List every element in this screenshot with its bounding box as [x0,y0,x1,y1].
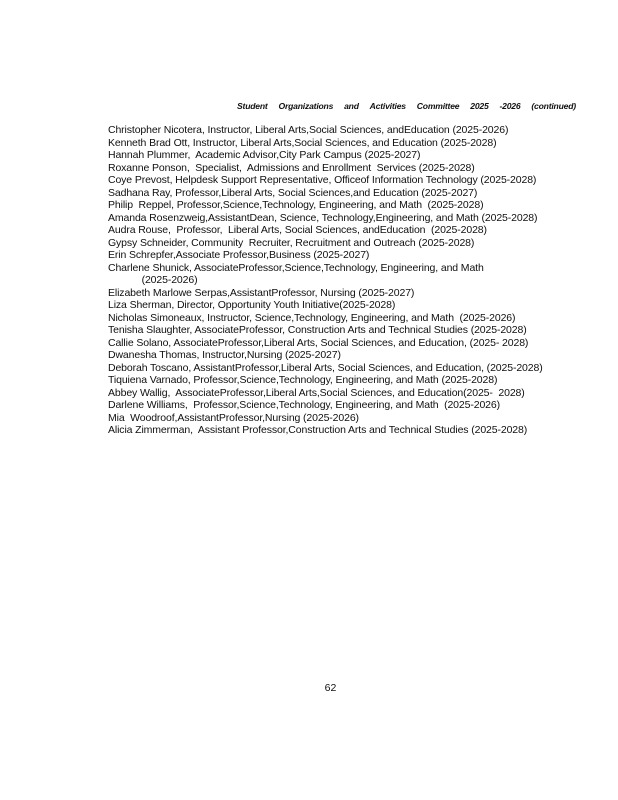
running-header-word: Student [237,101,268,111]
running-header [237,101,576,111]
running-header-word: and [344,101,359,111]
committee-member-line: Elizabeth Marlowe Serpas,AssistantProfessor, Nursing (2025-2027) [108,286,415,299]
running-header-word: -2026 [499,101,521,111]
committee-member-line: Sadhana Ray, Professor,Liberal Arts, Social Sciences,and Education (2025-2027) [108,186,478,199]
committee-member-line: Dwanesha Thomas, Instructor,Nursing (2025-2027) [108,349,341,361]
running-header-word: 2025 [470,101,489,111]
committee-member-line: Nicholas Simoneaux, Instructor, Science,Technology, Engineering, and Math (2025-2026) [108,311,516,324]
committee-member-line: Liza Sherman, Director, Opportunity Youth Initiative(2025-2028) [108,299,396,311]
committee-member-line: Darlene Williams, Professor,Science,Technology, Engineering, and Math (2025-2026) [108,399,500,411]
committee-member-line: Gypsy Schneider, Community Recruiter, Recruitment and Outreach (2025-2028) [108,236,475,249]
page-number: 62 [324,682,337,694]
committee-member-line: Alicia Zimmerman, Assistant Professor,Construction Arts and Technical Studies (2025-2028) [108,424,528,436]
committee-member-line: Hannah Plummer, Academic Advisor,City Park Campus (2025-2027) [108,149,421,161]
committee-member-line: Abbey Wallig, AssociateProfessor,Liberal Arts,Social Sciences, and Education(2025- 2028) [108,386,525,399]
committee-member-line: Tenisha Slaughter, AssociateProfessor, Construction Arts and Technical Studies (2025-2028) [108,324,527,336]
committee-member-line: Erin Schrepfer,Associate Professor,Business (2025-2027) [108,249,370,261]
committee-member-line: Mia Woodroof,AssistantProfessor,Nursing (2025-2026) [108,411,359,424]
running-header-word: Organizations [278,101,334,111]
committee-member-line: Coye Prevost, Helpdesk Support Representative, Officeof Information Technology (2025-2028) [108,174,537,186]
committee-member-line: Callie Solano, AssociateProfessor,Liberal Arts, Social Sciences, and Education, (2025- 2028) [108,336,529,349]
committee-member-line: Christopher Nicotera, Instructor, Liberal Arts,Social Sciences, andEducation (2025-2026) [108,124,509,136]
running-header-word: Activities [369,101,406,111]
committee-member-line: Audra Rouse, Professor, Liberal Arts, Social Sciences, andEducation (2025-2028) [108,224,487,236]
committee-member-line: Philip Reppel, Professor,Science,Technology, Engineering, and Math (2025-2028) [108,199,484,211]
running-header-word: Committee [416,101,460,111]
committee-member-line: Roxanne Ponson, Specialist, Admissions and Enrollment Services (2025-2028) [108,161,475,174]
running-header-word: (continued) [531,101,576,111]
committee-member-line: Amanda Rosenzweig,AssistantDean, Science, Technology,Engineering, and Math (2025-2028) [108,211,538,224]
committee-member-line: (2025-2026) [108,274,198,286]
committee-member-line: Kenneth Brad Ott, Instructor, Liberal Arts,Social Sciences, and Education (2025-2028) [108,136,497,149]
committee-member-line: Charlene Shunick, AssociateProfessor,Science,Technology, Engineering, and Math [108,261,484,274]
committee-member-list [108,124,608,437]
committee-member-line: Tiquiena Varnado, Professor,Science,Technology, Engineering, and Math (2025-2028) [108,374,498,386]
committee-member-line: Deborah Toscano, AssistantProfessor,Liberal Arts, Social Sciences, and Education, (2025-2028) [108,361,543,374]
